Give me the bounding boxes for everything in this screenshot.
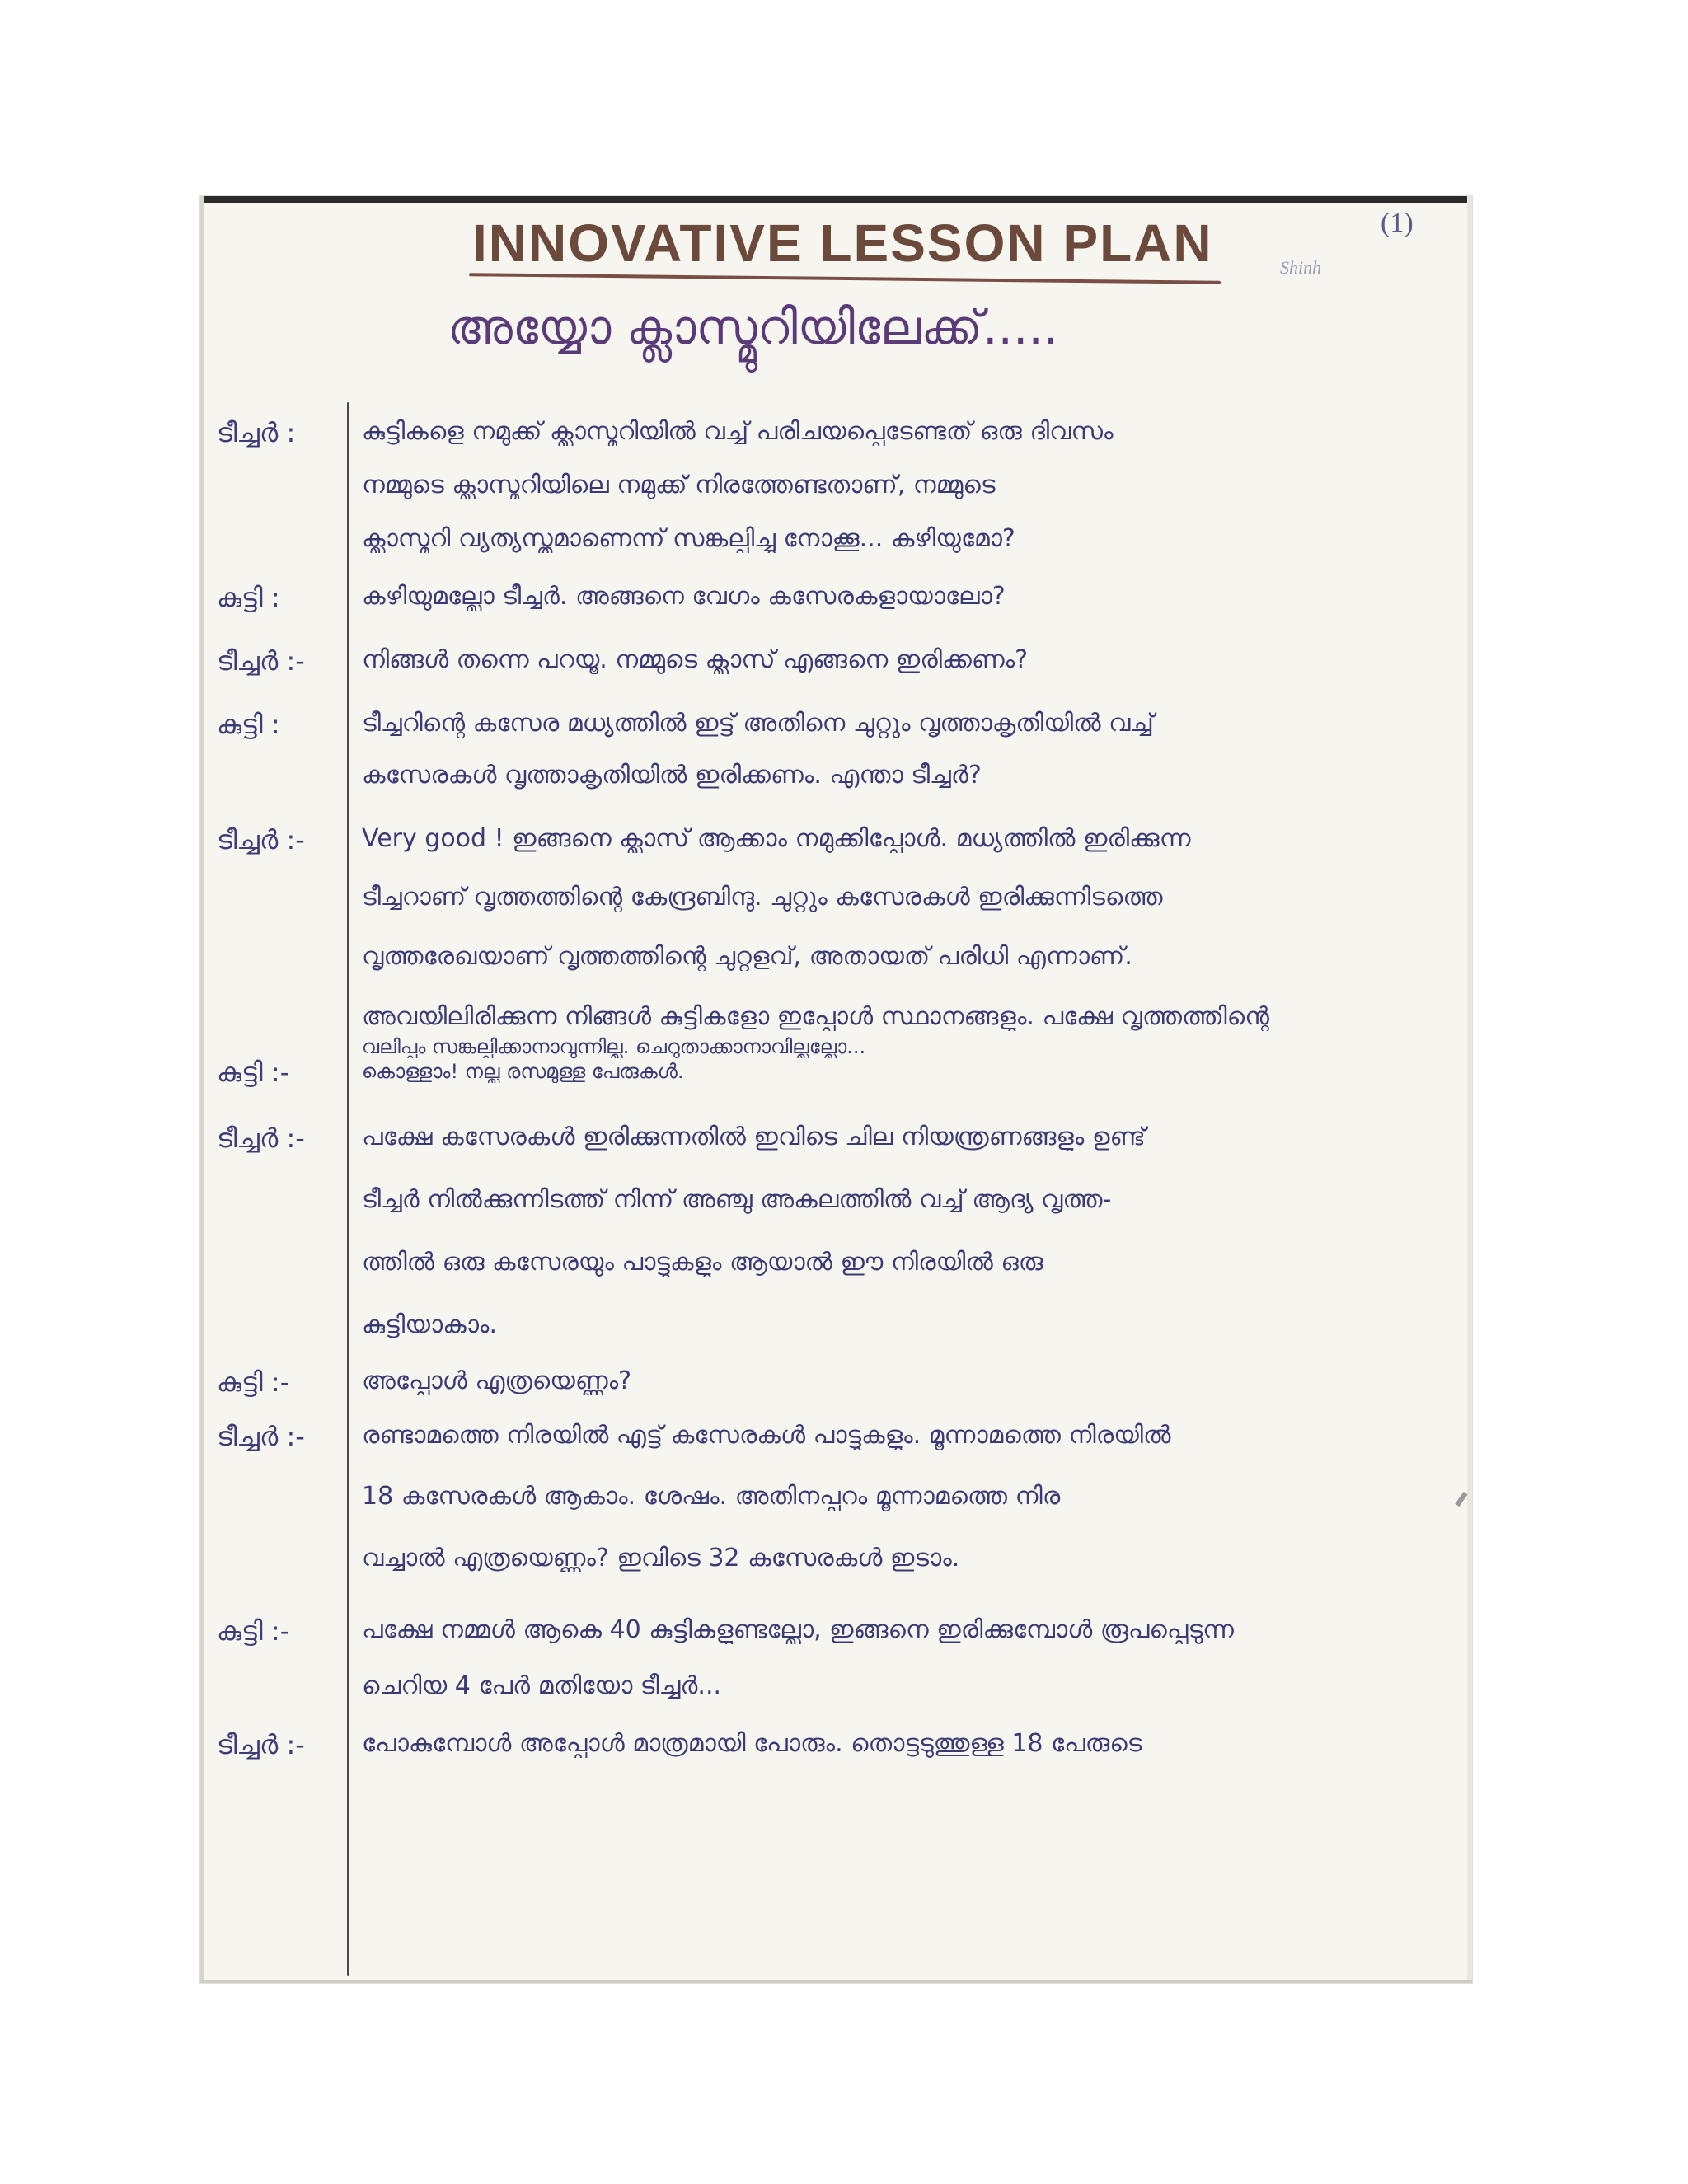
dialogue-line: രണ്ടാമത്തെ നിരയിൽ എട്ട് കസേരകൾ പാട്ടുകളും. മൂന്നാമത്തെ നിരയിൽ (362, 1421, 1171, 1450)
speaker-label: കുട്ടി :- (217, 1615, 290, 1647)
speaker-label: കുട്ടി :- (217, 1366, 290, 1398)
page-subtitle: അയ്യോ ക്ലാസ്മുറിയിലേക്ക്..... (448, 299, 1059, 355)
speaker-label: ടീച്ചർ :- (217, 1122, 305, 1154)
dialogue-line: നിങ്ങൾ തന്നെ പറയൂ. നമ്മുടെ ക്ലാസ് എങ്ങനെ ഇരിക്കണം? (362, 645, 1029, 674)
speaker-label: ടീച്ചർ :- (217, 645, 305, 677)
dialogue-line: നമ്മുടെ ക്ലാസ്മുറിയിലെ നമുക്ക് നിരത്തേണ്ടതാണ്, നമ്മുടെ (362, 471, 996, 499)
dialogue-line: 18 കസേരകൾ ആകാം. ശേഷം. അതിനപ്പുറം മൂന്നാമത്തെ നിര (362, 1482, 1061, 1511)
speaker-label: ടീച്ചർ :- (217, 1421, 305, 1452)
speaker-label: ടീച്ചർ :- (217, 824, 305, 855)
speaker-label: കുട്ടി :- (217, 1057, 290, 1088)
dialogue-line: പക്ഷേ നമ്മൾ ആകെ 40 കുട്ടികളുണ്ടല്ലോ, ഇങ്ങനെ ഇരിക്കുമ്പോൾ രൂപപ്പെടുന്ന (362, 1615, 1234, 1644)
dialogue-line: വലിപ്പം സങ്കല്പിക്കാനാവുന്നില്ല. ചെറുതാക്കാനാവില്ലല്ലോ... (362, 1035, 866, 1058)
page-title: INNOVATIVE LESSON PLAN (472, 213, 1213, 273)
dialogue-line: കസേരകൾ വൃത്താകൃതിയിൽ ഇരിക്കണം. എന്താ ടീച്ചർ? (362, 761, 982, 790)
dialogue-line: അപ്പോൾ എത്രയെണ്ണം? (362, 1366, 632, 1395)
dialogue-line: ടീച്ചറാണ് വൃത്തത്തിന്റെ കേന്ദ്രബിന്ദു. ചുറ്റും കസേരകൾ ഇരിക്കുന്നിടത്തെ (362, 883, 1163, 912)
dialogue-line: ത്തിൽ ഒരു കസേരയും പാട്ടുകളും ആയാൽ ഈ നിരയിൽ ഒരു (362, 1248, 1043, 1277)
speaker-label: ടീച്ചർ :- (217, 1729, 305, 1760)
dialogue-line: കൊള്ളാം! നല്ല രസമുള്ള പേരുകൾ. (362, 1060, 684, 1083)
dialogue-line: വൃത്തരേഖയാണ് വൃത്തത്തിന്റെ ചുറ്റളവ്, അതായത് പരിധി എന്നാണ്. (362, 942, 1132, 971)
speaker-label: ടീച്ചർ : (217, 417, 296, 448)
page-number: (1) (1381, 208, 1414, 238)
dialogue-line: ടീച്ചർ നിൽക്കുന്നിടത്ത് നിന്ന് അഞ്ചു അകലത്തിൽ വച്ച് ആദ്യ വൃത്ത- (362, 1185, 1112, 1214)
dialogue-line: വച്ചാൽ എത്രയെണ്ണം? ഇവിടെ 32 കസേരകൾ ഇടാം. (362, 1544, 960, 1572)
page-right-edge (1467, 196, 1472, 1983)
dialogue-line: ടീച്ചറിന്റെ കസേര മധ്യത്തിൽ ഇട്ട് അതിനെ ചുറ്റും വൃത്താകൃതിയിൽ വച്ച് (362, 709, 1154, 738)
page-bottom-edge (200, 1980, 1472, 1983)
dialogue-line: പക്ഷേ കസേരകൾ ഇരിക്കുന്നതിൽ ഇവിടെ ചില നിയന്ത്രണങ്ങളും ഉണ്ട് (362, 1122, 1146, 1151)
title-underline (469, 273, 1221, 284)
dialogue-line: കുട്ടിയാകാം. (362, 1310, 498, 1339)
dialogue-line: കുട്ടികളെ നമുക്ക് ക്ലാസ്മുറിയിൽ വച്ച് പരിചയപ്പെടേണ്ടത് ഒരു ദിവസം (362, 417, 1114, 446)
speaker-label: കുട്ടി : (217, 582, 280, 613)
page-top-edge (200, 196, 1472, 203)
dialogue-line: കഴിയുമല്ലോ ടീച്ചർ. അങ്ങനെ വേഗം കസേരകളായാലോ? (362, 582, 1006, 611)
notebook-page (200, 196, 1472, 1983)
speaker-label: കുട്ടി : (217, 709, 280, 740)
dialogue-line: പോകുമ്പോൾ അപ്പോൾ മാത്രമായി പോരും. തൊട്ടടുത്തുള്ള 18 പേരുടെ (362, 1729, 1142, 1758)
dialogue-line: Very good ! ഇങ്ങനെ ക്ലാസ് ആക്കാം നമുക്കിപ്പോൾ. മധ്യത്തിൽ ഇരിക്കുന്ന (362, 824, 1191, 853)
dialogue-line: ക്ലാസ്മുറി വ്യത്യസ്തമാണെന്ന് സങ്കല്പിച്ചു നോക്കൂ... കഴിയുമോ? (362, 524, 1015, 553)
page-left-edge (200, 196, 204, 1983)
dialogue-line: ചെറിയ 4 പേർ മതിയോ ടീച്ചർ... (362, 1671, 722, 1700)
dialogue-line: അവയിലിരിക്കുന്ന നിങ്ങൾ കുട്ടികളോ ഇപ്പോൾ സ്ഥാനങ്ങളും. പക്ഷേ വൃത്തത്തിന്റെ (362, 1002, 1269, 1031)
signature: Shinh (1280, 257, 1322, 278)
